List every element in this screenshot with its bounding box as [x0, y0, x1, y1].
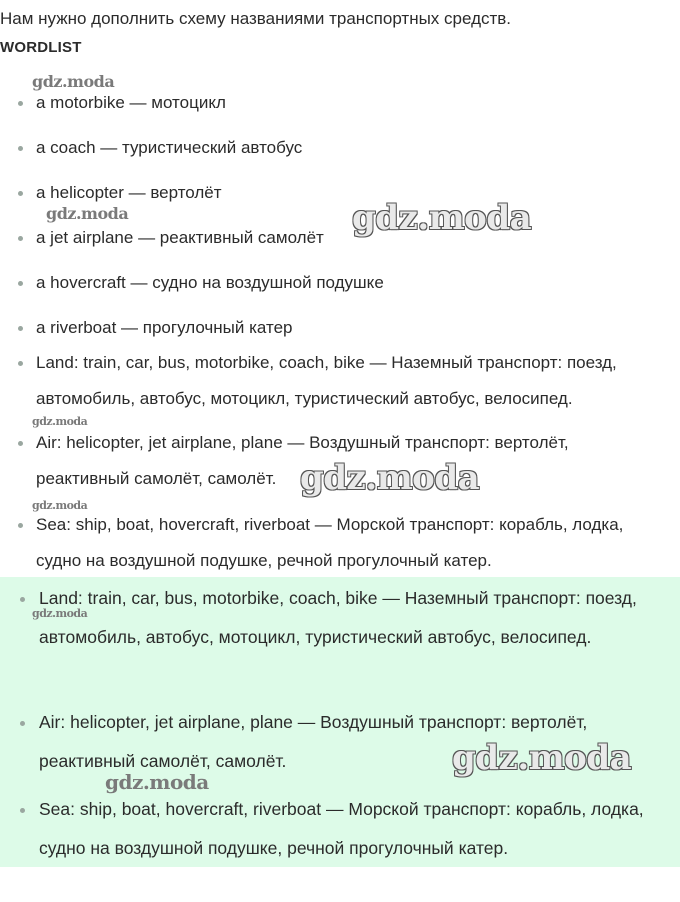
list-item: Land: train, car, bus, motorbike, coach, bike — Наземный транспорт: поезд, автомобиль, автобус, мотоцикл, туристический автобус, велосипед. [36, 345, 666, 417]
list-item: a riverboat — прогулочный катер [36, 310, 666, 346]
answer-item: Sea: ship, boat, hovercraft, riverboat — Морской транспорт: корабль, лодка, судно на воздушной подушке, речной прогулочный катер. [39, 790, 669, 868]
watermark: gdz.moda [46, 204, 129, 223]
list-item: Air: helicopter, jet airplane, plane — Воздушный транспорт: вертолёт, реактивный самолёт, самолёт. [36, 425, 666, 497]
watermark: gdz.moda [32, 499, 88, 512]
answer-item: Land: train, car, bus, motorbike, coach, bike — Наземный транспорт: поезд, автомобиль, автобус, мотоцикл, туристический автобус, велосипед. [39, 579, 669, 657]
answer-item: Air: helicopter, jet airplane, plane — Воздушный транспорт: вертолёт, реактивный самолёт, самолёт. [39, 703, 669, 781]
watermark: gdz.moda [452, 738, 632, 778]
list-item: a motorbike — мотоцикл [36, 85, 666, 121]
intro-text: Нам нужно дополнить схему названиями транспортных средств. [0, 9, 512, 28]
list-item: a coach — туристический автобус [36, 130, 666, 166]
watermark: gdz.moda [32, 415, 88, 428]
list-item: Sea: ship, boat, hovercraft, riverboat — Морской транспорт: корабль, лодка, судно на воздушной подушке, речной прогулочный катер. [36, 507, 666, 579]
list-item: a helicopter — вертолёт [36, 175, 666, 211]
list-item: a hovercraft — судно на воздушной подушке [36, 265, 666, 301]
watermark: gdz.moda [32, 72, 115, 91]
wordlist-heading: WORDLIST [0, 39, 82, 56]
watermark: gdz.moda [352, 198, 532, 238]
watermark: gdz.moda [32, 607, 88, 620]
watermark: gdz.moda [300, 458, 480, 498]
list-item: a jet airplane — реактивный самолёт [36, 220, 666, 256]
watermark: gdz.moda [105, 770, 209, 794]
answer-box [0, 577, 680, 867]
